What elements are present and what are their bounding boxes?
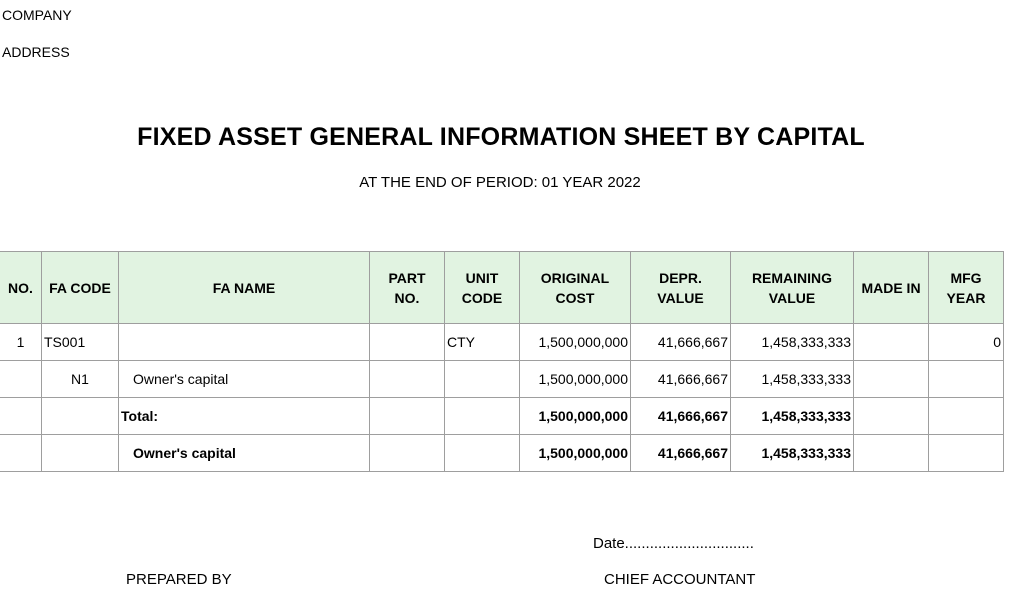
page-title: FIXED ASSET GENERAL INFORMATION SHEET BY CAPITAL (137, 123, 865, 151)
capital-fa-code (42, 435, 119, 472)
total-unit-code (445, 398, 520, 435)
total-remaining-value: 1,458,333,333 (731, 398, 854, 435)
row2-made-in (854, 361, 929, 398)
row2-original-cost: 1,500,000,000 (520, 361, 631, 398)
row1-no: 1 (0, 324, 42, 361)
capital-label: Owner's capital (119, 435, 370, 472)
row1-original-cost: 1,500,000,000 (520, 324, 631, 361)
total-depr-value: 41,666,667 (631, 398, 731, 435)
row1-fa-code: TS001 (42, 324, 119, 361)
capital-no (0, 435, 42, 472)
total-label: Total: (119, 398, 370, 435)
table-capital-total-row (0, 435, 1004, 472)
total-part-no (370, 398, 445, 435)
row1-depr-value: 41,666,667 (631, 324, 731, 361)
total-no (0, 398, 42, 435)
row1-mfg-year: 0 (929, 324, 1004, 361)
date-line: Date............................... (593, 535, 754, 552)
row2-fa-name: Owner's capital (119, 361, 370, 398)
table-header-row (0, 252, 1004, 324)
row1-fa-name (119, 324, 370, 361)
row1-made-in (854, 324, 929, 361)
row1-remaining-value: 1,458,333,333 (731, 324, 854, 361)
row2-remaining-value: 1,458,333,333 (731, 361, 854, 398)
row2-depr-value: 41,666,667 (631, 361, 731, 398)
chief-accountant-label: CHIEF ACCOUNTANT (604, 571, 756, 588)
total-made-in (854, 398, 929, 435)
table-row (0, 361, 1004, 398)
capital-mfg-year (929, 435, 1004, 472)
row2-fa-code: N1 (42, 361, 119, 398)
capital-unit-code (445, 435, 520, 472)
address-label: ADDRESS (2, 44, 70, 60)
capital-made-in (854, 435, 929, 472)
col-header-depr-value: DEPR. VALUE (631, 252, 731, 324)
capital-original-cost: 1,500,000,000 (520, 435, 631, 472)
col-header-fa-name: FA NAME (119, 252, 370, 324)
company-label: COMPANY (2, 7, 72, 23)
table-row (0, 324, 1004, 361)
col-header-mfg-year: MFG YEAR (929, 252, 1004, 324)
row1-unit-code: CTY (445, 324, 520, 361)
total-mfg-year (929, 398, 1004, 435)
fixed-asset-table (0, 251, 1004, 472)
col-header-made-in: MADE IN (854, 252, 929, 324)
total-original-cost: 1,500,000,000 (520, 398, 631, 435)
total-fa-code (42, 398, 119, 435)
col-header-no: NO. (0, 252, 42, 324)
period-subtitle: AT THE END OF PERIOD: 01 YEAR 2022 (359, 174, 641, 191)
row2-part-no (370, 361, 445, 398)
prepared-by-label: PREPARED BY (126, 571, 232, 588)
row2-mfg-year (929, 361, 1004, 398)
row2-unit-code (445, 361, 520, 398)
col-header-part-no: PART NO. (370, 252, 445, 324)
row2-no (0, 361, 42, 398)
capital-remaining-value: 1,458,333,333 (731, 435, 854, 472)
capital-part-no (370, 435, 445, 472)
col-header-unit-code: UNIT CODE (445, 252, 520, 324)
row1-part-no (370, 324, 445, 361)
col-header-fa-code: FA CODE (42, 252, 119, 324)
table-total-row (0, 398, 1004, 435)
col-header-remaining-value: REMAINING VALUE (731, 252, 854, 324)
col-header-original-cost: ORIGINAL COST (520, 252, 631, 324)
capital-depr-value: 41,666,667 (631, 435, 731, 472)
